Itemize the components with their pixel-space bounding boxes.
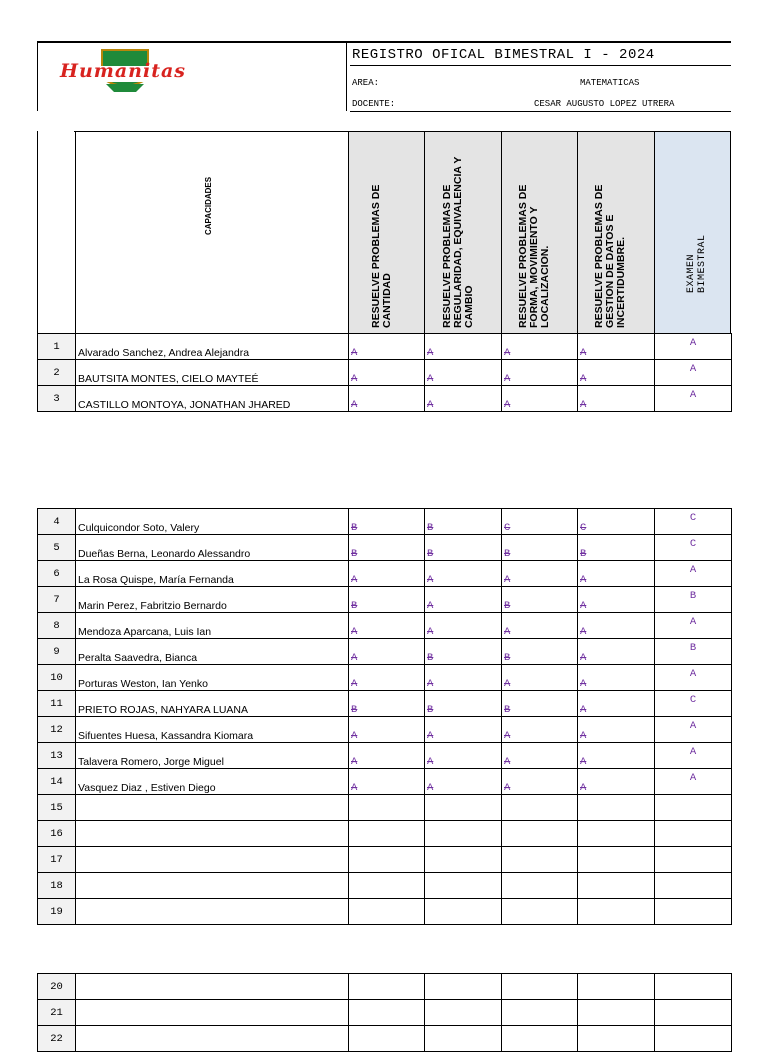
- header-divider: [346, 41, 347, 111]
- row-number: 5: [38, 535, 76, 561]
- grade-cell[interactable]: B: [425, 691, 502, 717]
- grade-cell[interactable]: [425, 847, 502, 873]
- grade-cell[interactable]: [502, 821, 578, 847]
- grade-cell[interactable]: A: [425, 561, 502, 587]
- capacidades-header: CAPACIDADES: [204, 176, 213, 235]
- table-row: [38, 847, 732, 873]
- student-name: PRIETO ROJAS, NAHYARA LUANA: [76, 691, 349, 717]
- grade-cell[interactable]: [502, 1000, 578, 1026]
- exam-grade-cell[interactable]: A: [655, 613, 732, 639]
- grade-cell[interactable]: C: [502, 509, 578, 535]
- grade-cell[interactable]: [502, 899, 578, 925]
- grade-cell[interactable]: C: [578, 509, 655, 535]
- row-number: 3: [38, 386, 76, 412]
- grade-cell[interactable]: A: [502, 561, 578, 587]
- grade-cell[interactable]: [349, 974, 425, 1000]
- exam-grade-cell[interactable]: [655, 795, 732, 821]
- grade-cell[interactable]: B: [425, 509, 502, 535]
- grade-cell[interactable]: A: [578, 691, 655, 717]
- table-row: [38, 974, 732, 1000]
- grade-cell[interactable]: A: [502, 665, 578, 691]
- row-number: 19: [38, 899, 76, 925]
- title-underline: [350, 65, 731, 66]
- grade-cell[interactable]: A: [502, 334, 578, 360]
- row-number: 17: [38, 847, 76, 873]
- logo-wordmark: Humanitas: [60, 60, 186, 82]
- grade-cell[interactable]: B: [502, 691, 578, 717]
- header-top-border: [37, 41, 731, 43]
- grade-cell[interactable]: A: [502, 360, 578, 386]
- grade-cell[interactable]: A: [349, 665, 425, 691]
- exam-grade-cell[interactable]: A: [655, 769, 732, 795]
- grade-cell[interactable]: B: [502, 639, 578, 665]
- grade-cell[interactable]: [578, 1026, 655, 1052]
- grades-table-block-2: [37, 508, 732, 925]
- student-name: [76, 899, 349, 925]
- grade-cell[interactable]: A: [425, 743, 502, 769]
- grade-cell[interactable]: [425, 821, 502, 847]
- grade-cell[interactable]: B: [502, 535, 578, 561]
- grade-cell[interactable]: [578, 873, 655, 899]
- table-row: [38, 1000, 732, 1026]
- grade-cell[interactable]: [578, 899, 655, 925]
- table-row: [38, 535, 732, 561]
- student-name: Alvarado Sanchez, Andrea Alejandra: [76, 334, 349, 360]
- student-name: CASTILLO MONTOYA, JONATHAN JHARED: [76, 386, 349, 412]
- grade-cell[interactable]: A: [502, 769, 578, 795]
- grade-cell[interactable]: [502, 1026, 578, 1052]
- row-number: 14: [38, 769, 76, 795]
- table-row: [38, 795, 732, 821]
- grade-cell[interactable]: [502, 795, 578, 821]
- table-row: [38, 587, 732, 613]
- grade-cell[interactable]: A: [425, 769, 502, 795]
- grade-cell[interactable]: A: [349, 769, 425, 795]
- grade-cell[interactable]: A: [349, 743, 425, 769]
- grade-cell[interactable]: A: [578, 386, 655, 412]
- row-number: 1: [38, 334, 76, 360]
- grades-table-block-1: [37, 333, 732, 412]
- row-number: 15: [38, 795, 76, 821]
- grade-cell[interactable]: A: [578, 561, 655, 587]
- area-label: AREA:: [352, 78, 380, 88]
- student-name: [76, 821, 349, 847]
- exam-grade-cell[interactable]: [655, 899, 732, 925]
- grades-table-block-3: [37, 973, 732, 1052]
- grade-cell[interactable]: A: [578, 665, 655, 691]
- exam-grade-cell[interactable]: C: [655, 535, 732, 561]
- exam-grade-cell[interactable]: A: [655, 665, 732, 691]
- exam-grade-cell[interactable]: [655, 974, 732, 1000]
- exam-grade-cell[interactable]: A: [655, 561, 732, 587]
- grade-cell[interactable]: [425, 795, 502, 821]
- row-number: 9: [38, 639, 76, 665]
- table-row: [38, 691, 732, 717]
- grade-cell[interactable]: [425, 899, 502, 925]
- student-name: La Rosa Quispe, María Fernanda: [76, 561, 349, 587]
- header-left-border: [37, 41, 38, 111]
- table-row: [38, 665, 732, 691]
- grade-cell[interactable]: A: [578, 360, 655, 386]
- exam-grade-cell[interactable]: [655, 873, 732, 899]
- row-number: 22: [38, 1026, 76, 1052]
- exam-grade-cell[interactable]: [655, 1026, 732, 1052]
- row-number: 21: [38, 1000, 76, 1026]
- docente-underline: [350, 111, 731, 112]
- student-name: [76, 1000, 349, 1026]
- table-row: [38, 639, 732, 665]
- grade-cell[interactable]: [425, 873, 502, 899]
- col-header-examen: EXAMEN BIMESTRAL: [686, 234, 708, 293]
- student-name: Dueñas Berna, Leonardo Alessandro: [76, 535, 349, 561]
- table-row: [38, 873, 732, 899]
- student-name: Peralta Saavedra, Bianca: [76, 639, 349, 665]
- table-row: [38, 769, 732, 795]
- row-number: 13: [38, 743, 76, 769]
- exam-grade-cell[interactable]: [655, 821, 732, 847]
- row-number: 6: [38, 561, 76, 587]
- grade-cell[interactable]: A: [578, 587, 655, 613]
- grade-cell[interactable]: A: [578, 613, 655, 639]
- grade-cell[interactable]: A: [425, 613, 502, 639]
- student-name: [76, 873, 349, 899]
- grade-cell[interactable]: B: [578, 535, 655, 561]
- grade-cell[interactable]: [425, 974, 502, 1000]
- grade-cell[interactable]: B: [349, 587, 425, 613]
- column-header-block: [37, 131, 731, 333]
- grade-cell[interactable]: [425, 1026, 502, 1052]
- col-header-forma: RESUELVE PROBLEMAS DE FORMA, MOVIMIENTO Y LOCALIZACION.: [517, 184, 551, 328]
- grade-cell[interactable]: [349, 1026, 425, 1052]
- table-row: [38, 561, 732, 587]
- grade-cell[interactable]: B: [425, 639, 502, 665]
- grade-cell[interactable]: B: [425, 535, 502, 561]
- grade-cell[interactable]: A: [578, 334, 655, 360]
- grade-cell[interactable]: B: [349, 509, 425, 535]
- grade-cell[interactable]: A: [502, 613, 578, 639]
- table-row: [38, 743, 732, 769]
- table-row: [38, 360, 732, 386]
- exam-grade-cell[interactable]: A: [655, 717, 732, 743]
- exam-grade-cell[interactable]: B: [655, 639, 732, 665]
- exam-grade-cell[interactable]: C: [655, 691, 732, 717]
- table-row: [38, 899, 732, 925]
- exam-grade-cell[interactable]: A: [655, 334, 732, 360]
- row-number: 8: [38, 613, 76, 639]
- grade-cell[interactable]: [349, 847, 425, 873]
- row-number: 16: [38, 821, 76, 847]
- humanitas-logo: [56, 48, 228, 94]
- grade-cell[interactable]: A: [502, 386, 578, 412]
- grade-cell[interactable]: [502, 974, 578, 1000]
- row-number: 11: [38, 691, 76, 717]
- grade-cell[interactable]: [425, 1000, 502, 1026]
- exam-grade-cell[interactable]: A: [655, 386, 732, 412]
- exam-grade-cell[interactable]: A: [655, 360, 732, 386]
- grade-cell[interactable]: [578, 974, 655, 1000]
- grade-cell[interactable]: A: [425, 334, 502, 360]
- grade-cell[interactable]: B: [349, 535, 425, 561]
- grade-cell[interactable]: [578, 1000, 655, 1026]
- row-number: 18: [38, 873, 76, 899]
- table-row: [38, 613, 732, 639]
- grade-cell[interactable]: A: [349, 360, 425, 386]
- exam-grade-cell[interactable]: B: [655, 587, 732, 613]
- grade-cell[interactable]: A: [578, 769, 655, 795]
- student-name: Mendoza Aparcana, Luis Ian: [76, 613, 349, 639]
- grade-cell[interactable]: A: [349, 561, 425, 587]
- grade-cell[interactable]: A: [349, 639, 425, 665]
- row-number: 20: [38, 974, 76, 1000]
- grade-cell[interactable]: A: [349, 613, 425, 639]
- grade-cell[interactable]: A: [578, 639, 655, 665]
- grade-cell[interactable]: A: [502, 717, 578, 743]
- table-row: [38, 1026, 732, 1052]
- grade-cell[interactable]: [578, 821, 655, 847]
- student-name: [76, 795, 349, 821]
- grade-cell[interactable]: [349, 795, 425, 821]
- grade-cell[interactable]: A: [425, 717, 502, 743]
- student-name: [76, 847, 349, 873]
- docente-value: CESAR AUGUSTO LOPEZ UTRERA: [534, 99, 675, 109]
- student-name: Porturas Weston, Ian Yenko: [76, 665, 349, 691]
- grade-cell[interactable]: [578, 795, 655, 821]
- grade-cell[interactable]: A: [425, 386, 502, 412]
- grade-cell[interactable]: [349, 821, 425, 847]
- area-value: MATEMATICAS: [580, 78, 640, 88]
- grade-cell[interactable]: A: [349, 334, 425, 360]
- col-header-gestion: RESUELVE PROBLEMAS DE GESTION DE DATOS E INCERTIDUMBRE.: [593, 184, 627, 328]
- col-header-cantidad: RESUELVE PROBLEMAS DE CANTIDAD: [370, 184, 393, 328]
- grade-cell[interactable]: A: [349, 386, 425, 412]
- exam-grade-cell[interactable]: [655, 847, 732, 873]
- grade-cell[interactable]: [578, 847, 655, 873]
- docente-label: DOCENTE:: [352, 99, 396, 109]
- student-name: Talavera Romero, Jorge Miguel: [76, 743, 349, 769]
- row-number: 12: [38, 717, 76, 743]
- grade-cell[interactable]: B: [502, 587, 578, 613]
- student-name: BAUTSITA MONTES, CIELO MAYTEÉ: [76, 360, 349, 386]
- student-name: [76, 1026, 349, 1052]
- grade-cell[interactable]: [349, 1000, 425, 1026]
- row-number: 10: [38, 665, 76, 691]
- grade-cell[interactable]: B: [349, 691, 425, 717]
- row-number: 4: [38, 509, 76, 535]
- grade-cell[interactable]: A: [349, 717, 425, 743]
- exam-grade-cell[interactable]: [655, 1000, 732, 1026]
- grade-cell[interactable]: [502, 847, 578, 873]
- grade-cell[interactable]: A: [578, 717, 655, 743]
- student-name: Marin Perez, Fabritzio Bernardo: [76, 587, 349, 613]
- grade-cell[interactable]: [349, 899, 425, 925]
- grade-cell[interactable]: A: [425, 665, 502, 691]
- row-number: 7: [38, 587, 76, 613]
- student-name: Culquicondor Soto, Valery: [76, 509, 349, 535]
- page-title: REGISTRO OFICAL BIMESTRAL I - 2024: [352, 47, 655, 63]
- exam-grade-cell[interactable]: C: [655, 509, 732, 535]
- grade-cell[interactable]: A: [578, 743, 655, 769]
- student-name: [76, 974, 349, 1000]
- table-row: [38, 717, 732, 743]
- grade-cell[interactable]: [349, 873, 425, 899]
- grade-cell[interactable]: A: [425, 360, 502, 386]
- exam-grade-cell[interactable]: A: [655, 743, 732, 769]
- row-number: 2: [38, 360, 76, 386]
- student-name: Sifuentes Huesa, Kassandra Kiomara: [76, 717, 349, 743]
- table-row: [38, 334, 732, 360]
- student-name: Vasquez Diaz , Estiven Diego: [76, 769, 349, 795]
- col-header-regularidad: RESUELVE PROBLEMAS DE REGULARIDAD, EQUIVALENCIA Y CAMBIO: [441, 156, 475, 328]
- grade-cell[interactable]: A: [502, 743, 578, 769]
- table-row: [38, 821, 732, 847]
- table-row: [38, 509, 732, 535]
- grade-cell[interactable]: [502, 873, 578, 899]
- grade-cell[interactable]: A: [425, 587, 502, 613]
- table-row: [38, 386, 732, 412]
